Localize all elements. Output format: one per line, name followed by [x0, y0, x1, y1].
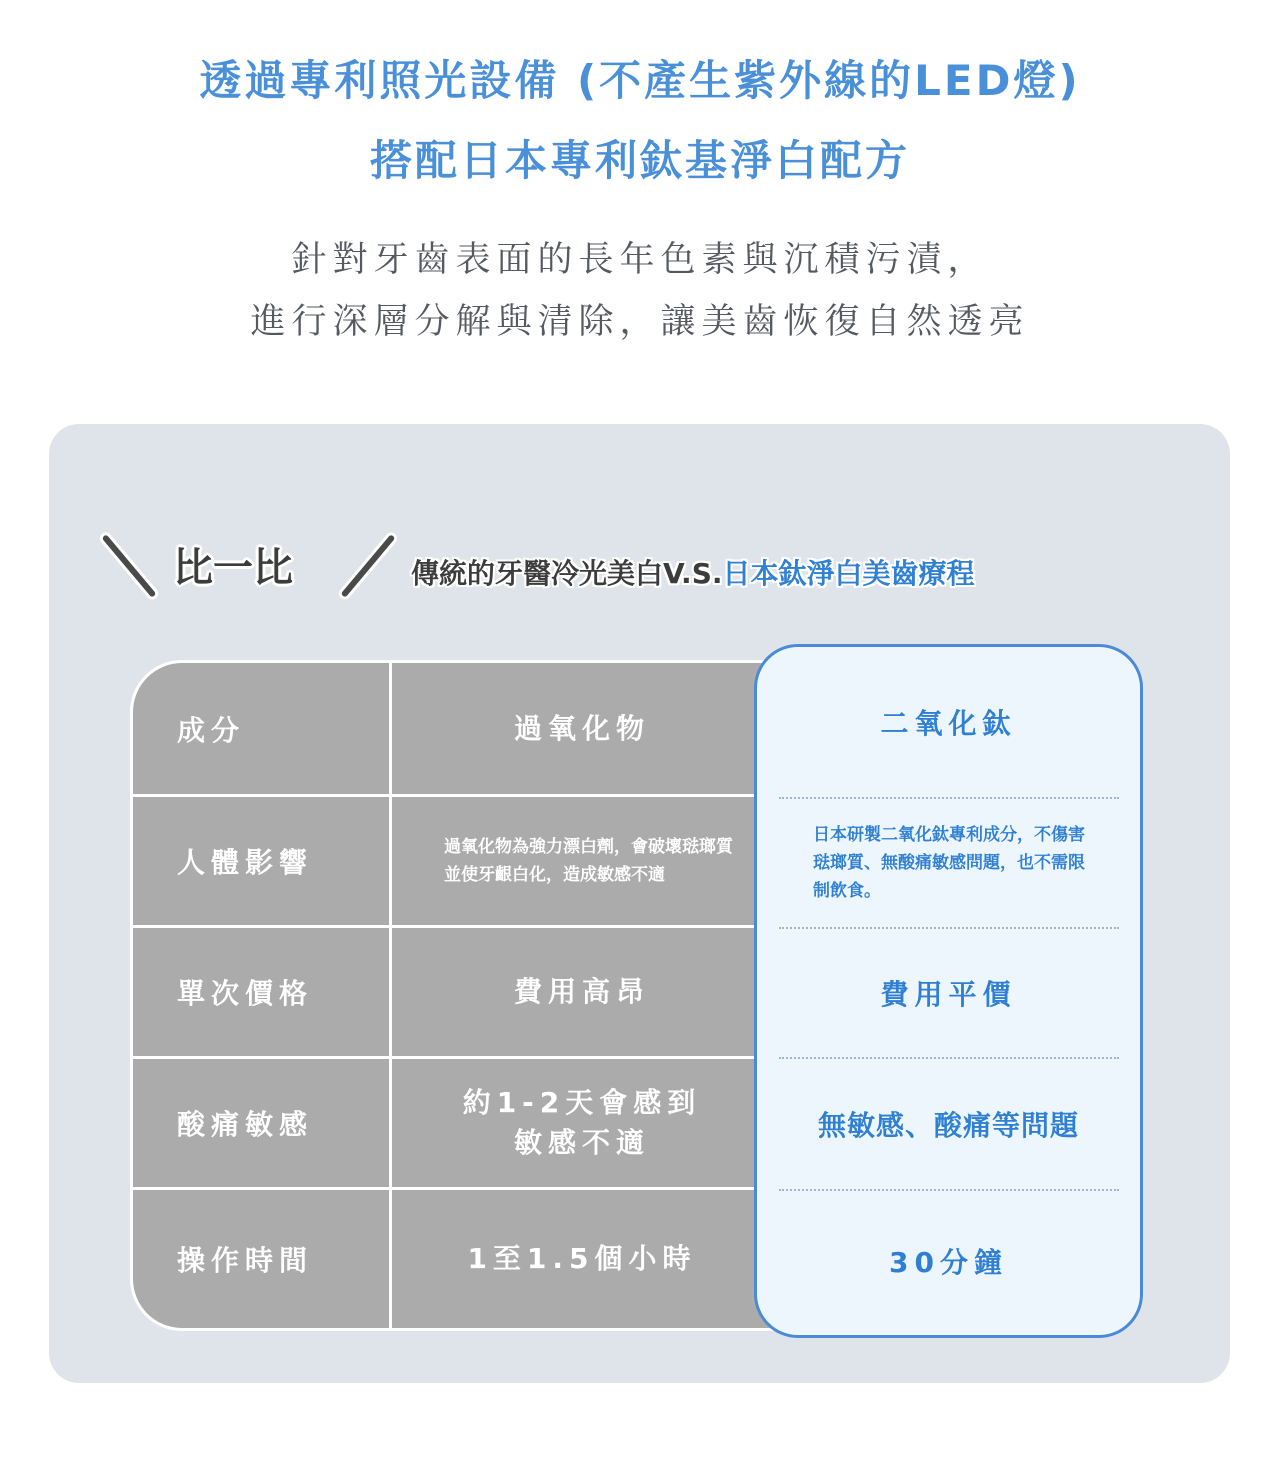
slash-left-icon	[102, 534, 157, 598]
row-label-ingredient: 成分	[177, 713, 246, 747]
compare-tag: 比一比	[173, 545, 293, 591]
row-label-body-effect: 人體影響	[177, 846, 314, 879]
compare-title-highlight: 日本鈦淨白美齒療程	[722, 557, 975, 590]
compare-title	[411, 552, 975, 592]
titanium-duration: 30分鐘	[889, 1246, 1008, 1279]
titanium-price: 費用平價	[880, 978, 1017, 1011]
comparison-heading	[49, 424, 1230, 644]
subtitle-line-1: 針對牙齒表面的長年色素與沉積污漬，	[291, 240, 989, 280]
slash-right-icon	[341, 534, 396, 598]
traditional-table	[130, 660, 776, 1331]
comparison-panel	[49, 424, 1230, 1383]
titanium-highlight-card	[754, 644, 1143, 1338]
titanium-ingredient: 二氧化鈦	[880, 707, 1017, 740]
compare-title-prefix: 傳統的牙醫冷光美白V.S.	[411, 557, 723, 590]
traditional-sensitivity: 約1-2天會感到敏感不適	[462, 1086, 702, 1159]
traditional-duration: 1至1.5個小時	[467, 1242, 697, 1275]
traditional-body-effect: 過氧化物為強力漂白劑，會破壞琺瑯質並使牙齦白化，造成敏感不適	[444, 837, 733, 885]
subtitle-line-2: 進行深層分解與清除，讓美齒恢復自然透亮	[250, 302, 1030, 342]
traditional-price: 費用高昂	[513, 975, 650, 1008]
titanium-sensitivity: 無敏感、酸痛等問題	[817, 1109, 1079, 1142]
headline-line-2: 搭配日本專利鈦基淨白配方	[369, 136, 910, 185]
traditional-ingredient: 過氧化物	[513, 711, 650, 745]
titanium-body-effect: 日本研製二氧化鈦專利成分，不傷害琺瑯質、無酸痛敏感問題，也不需限制飲食。	[813, 825, 1085, 901]
headline-line-1: 透過專利照光設備 (不產生紫外線的LED燈)	[199, 56, 1081, 105]
row-label-sensitivity: 酸痛敏感	[177, 1108, 314, 1141]
row-label-duration: 操作時間	[177, 1244, 314, 1277]
row-label-price: 單次價格	[177, 977, 314, 1010]
